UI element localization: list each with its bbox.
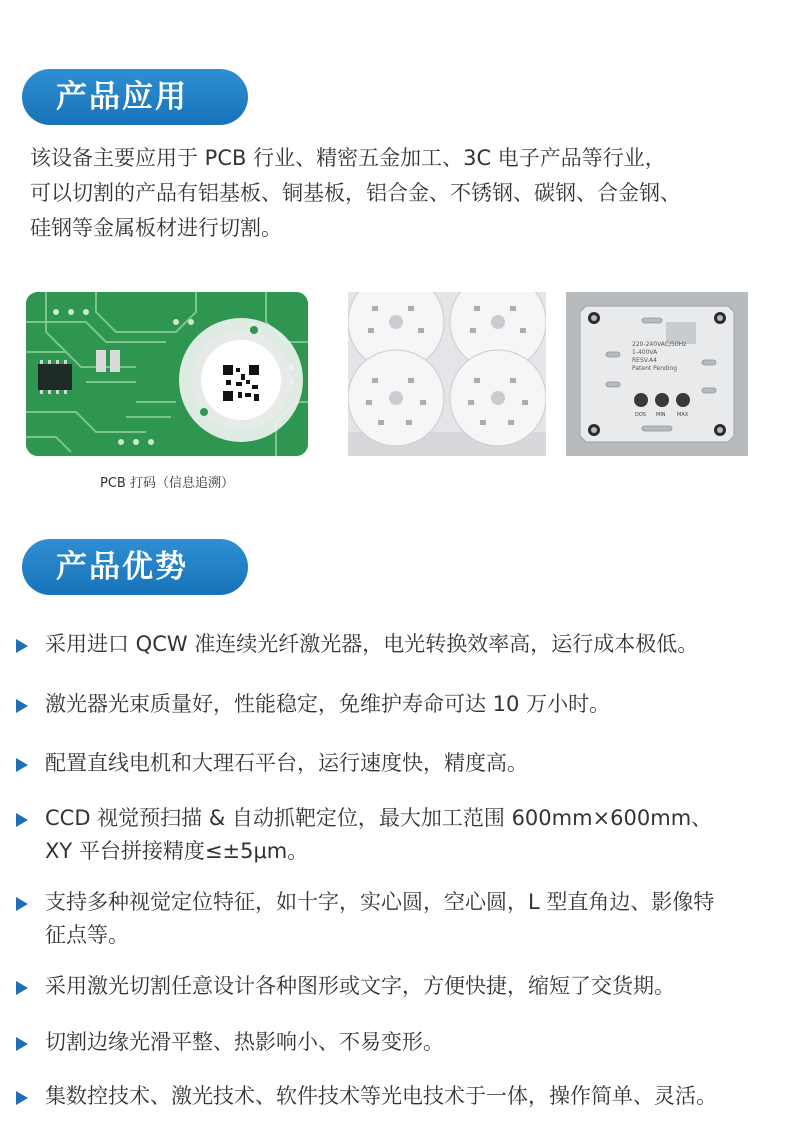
triangle-bullet-icon: [16, 1037, 28, 1051]
list-item-text: 激光器光束质量好，性能稳定，免维护寿命可达 10 万小时。: [45, 692, 611, 716]
aluminum-substrate-photo: [348, 292, 546, 456]
section-title-advantages: 产品优势: [22, 539, 248, 595]
list-item-text: 切割边缘光滑平整、热影响小、不易变形。: [45, 1030, 444, 1054]
pcb-marking-photo: [26, 292, 308, 456]
triangle-bullet-icon: [16, 981, 28, 995]
triangle-bullet-icon: [16, 813, 28, 827]
triangle-bullet-icon: [16, 639, 28, 653]
pcb-photo-caption: PCB 打码（信息追溯）: [100, 476, 234, 491]
plate-line-4: Patent Pending: [632, 365, 678, 372]
section-title-application: 产品应用: [22, 69, 248, 125]
list-item-text: 支持多种视觉定位特征，如十字，实心圆，空心圆，L 型直角边、影像特 征点等。: [45, 890, 715, 947]
led-disc-illustration: [348, 292, 546, 456]
plate-button-max: MAX: [677, 412, 689, 418]
triangle-bullet-icon: [16, 897, 28, 911]
dimmer-plate-illustration: [566, 292, 748, 456]
list-item-text: 采用激光切割任意设计各种图形或文字，方便快捷，缩短了交货期。: [45, 974, 675, 998]
plate-line-3: RESV.A4: [632, 357, 657, 364]
triangle-bullet-icon: [16, 1091, 28, 1105]
plate-line-1: 220-240VAC/50Hz: [632, 341, 687, 348]
plate-button-dos: DOS: [635, 412, 646, 418]
metal-plate-photo: [566, 292, 748, 456]
plate-line-2: 1-400VA: [632, 349, 658, 356]
list-item-text: 采用进口 QCW 准连续光纤激光器，电光转换效率高，运行成本极低。: [45, 632, 699, 656]
list-item-text: 配置直线电机和大理石平台，运行速度快，精度高。: [45, 751, 528, 775]
application-intro: 该设备主要应用于 PCB 行业、精密五金加工、3C 电子产品等行业， 可以切割的产品有铝基板、铜基板，铝合金、不锈钢、碳钢、合金钢、 硅钢等金属板材进行切割。: [30, 146, 681, 240]
list-item-text: CCD 视觉预扫描 & 自动抓靶定位，最大加工范围 600mm×600mm、 XY 平台拼接精度≤±5μm。: [45, 806, 713, 863]
plate-button-min: MIN: [656, 412, 666, 418]
list-item-text: 集数控技术、激光技术、软件技术等光电技术于一体，操作简单、灵活。: [45, 1084, 717, 1108]
triangle-bullet-icon: [16, 699, 28, 713]
triangle-bullet-icon: [16, 758, 28, 772]
pcb-board-illustration: [26, 292, 308, 456]
